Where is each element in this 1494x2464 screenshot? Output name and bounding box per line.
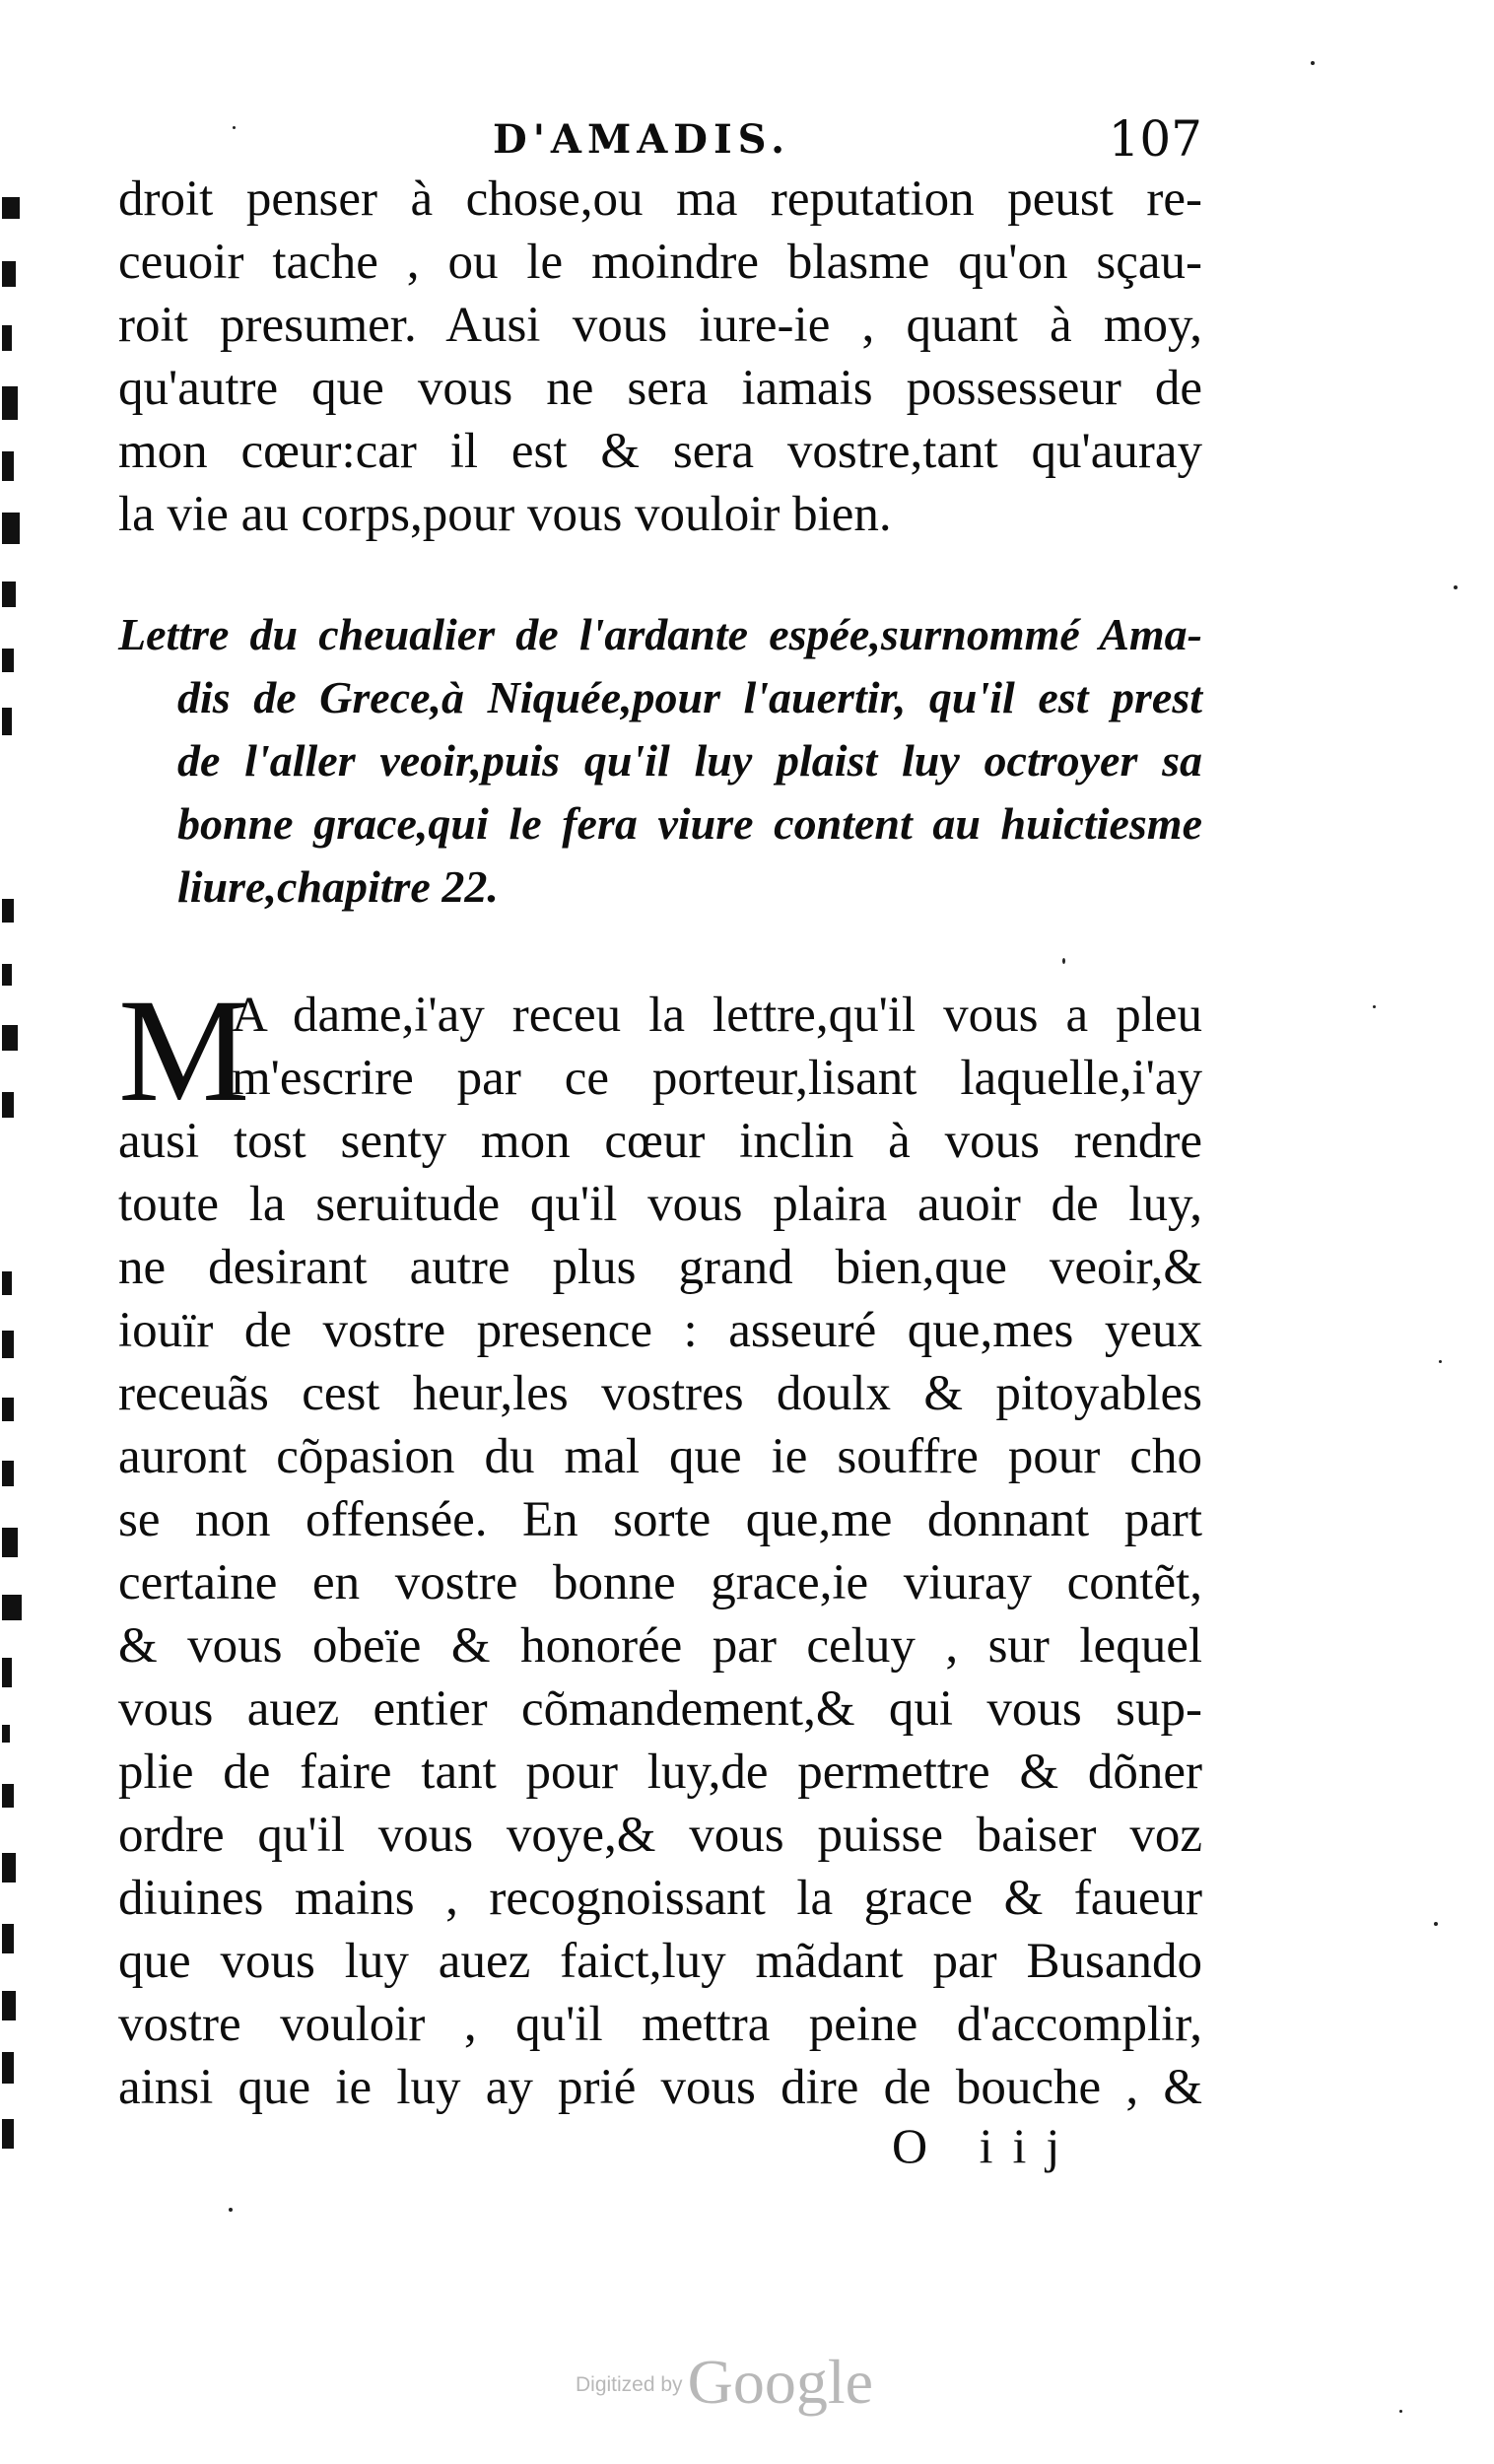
text-line: la vie au corps,pour vous vouloir bien. (118, 487, 892, 542)
text-line: se non offensée. En sorte que,me donnant part (118, 1492, 1202, 1547)
watermark-prefix: Digitized by (576, 2373, 683, 2396)
title-line: liure,chapitre 22. (177, 861, 499, 912)
scan-speck (1373, 1005, 1376, 1008)
signature-mark: O iij (892, 2118, 1080, 2173)
text-line: mon cœur:car il est & sera vostre,tant qu'auray (118, 424, 1202, 479)
page-number: 107 (1108, 110, 1202, 168)
text-line: plie de faire tant pour luy,de permettre & dõner (118, 1745, 1202, 1800)
text-line: toute la seruitude qu'il vous plaira auoir de luy, (118, 1177, 1202, 1232)
letter-title (118, 603, 1202, 919)
text-line: qu'autre que vous ne sera iamais possesseur de (118, 361, 1202, 416)
scan-speck (1399, 2410, 1402, 2413)
title-line: de l'aller veoir,puis qu'il luy plaist luy octroyer sa (177, 735, 1202, 786)
text-line: & vous obeïe & honorée par celuy , sur lequel (118, 1618, 1202, 1674)
letter-body (118, 969, 1202, 2119)
title-line: bonne grace,qui le fera viure content au huictiesme (177, 798, 1202, 849)
text-line: ne desirant autre plus grand bien,que veoir,& (118, 1240, 1202, 1295)
running-head: D'AMADIS. (493, 116, 791, 163)
page-header (118, 110, 1202, 170)
title-line: dis de Grece,à Niquée,pour l'auertir, qu'il est prest (177, 672, 1202, 722)
text-line: que vous luy auez faict,luy mãdant par Busando (118, 1934, 1202, 1989)
title-line: Lettre du cheualier de l'ardante espée,surnommé Ama- (118, 609, 1202, 659)
top-paragraph (118, 168, 1202, 546)
text-line: vostre vouloir , qu'il mettra peine d'accomplir, (118, 1997, 1202, 2052)
text-line: A dame,i'ay receu la lettre,qu'il vous a pleu (232, 988, 1202, 1043)
text-line: ordre qu'il vous voye,& vous puisse baiser voz (118, 1808, 1202, 1863)
text-line: receuãs cest heur,les vostres doulx & pitoyables (118, 1366, 1202, 1421)
scan-speck (229, 2208, 233, 2212)
margin-bleed-through (0, 168, 30, 2198)
scan-speck (233, 126, 236, 129)
text-line: diuines mains , recognoissant la grace & faueur (118, 1871, 1202, 1926)
watermark-brand: Google (687, 2347, 874, 2417)
scan-speck (1062, 958, 1065, 964)
digitization-watermark (576, 2346, 873, 2419)
text-line: droit penser à chose,ou ma reputation peust re- (118, 171, 1202, 227)
text-line: roit presumer. Ausi vous iure-ie , quant à moy, (118, 298, 1202, 353)
scan-speck (1434, 1922, 1438, 1926)
text-line: vous auez entier cõmandement,& qui vous sup- (118, 1681, 1202, 1737)
text-line: ausi tost senty mon cœur inclin à vous rendre (118, 1114, 1202, 1169)
scan-speck (1311, 61, 1315, 65)
text-line: ceuoir tache , ou le moindre blasme qu'on sçau- (118, 235, 1202, 290)
drop-cap: M (118, 969, 250, 1132)
text-line: certaine en vostre bonne grace,ie viuray contẽt, (118, 1555, 1202, 1610)
scan-speck (1439, 1360, 1442, 1363)
text-line: m'escrire par ce porteur,lisant laquelle,i'ay (232, 1051, 1202, 1106)
scan-speck (1454, 585, 1458, 589)
text-line: auront cõpasion du mal que ie souffre pour cho (118, 1429, 1202, 1484)
text-line: ainsi que ie luy ay prié vous dire de bouche , & (118, 2060, 1202, 2115)
text-line: iouïr de vostre presence : asseuré que,mes yeux (118, 1303, 1202, 1358)
